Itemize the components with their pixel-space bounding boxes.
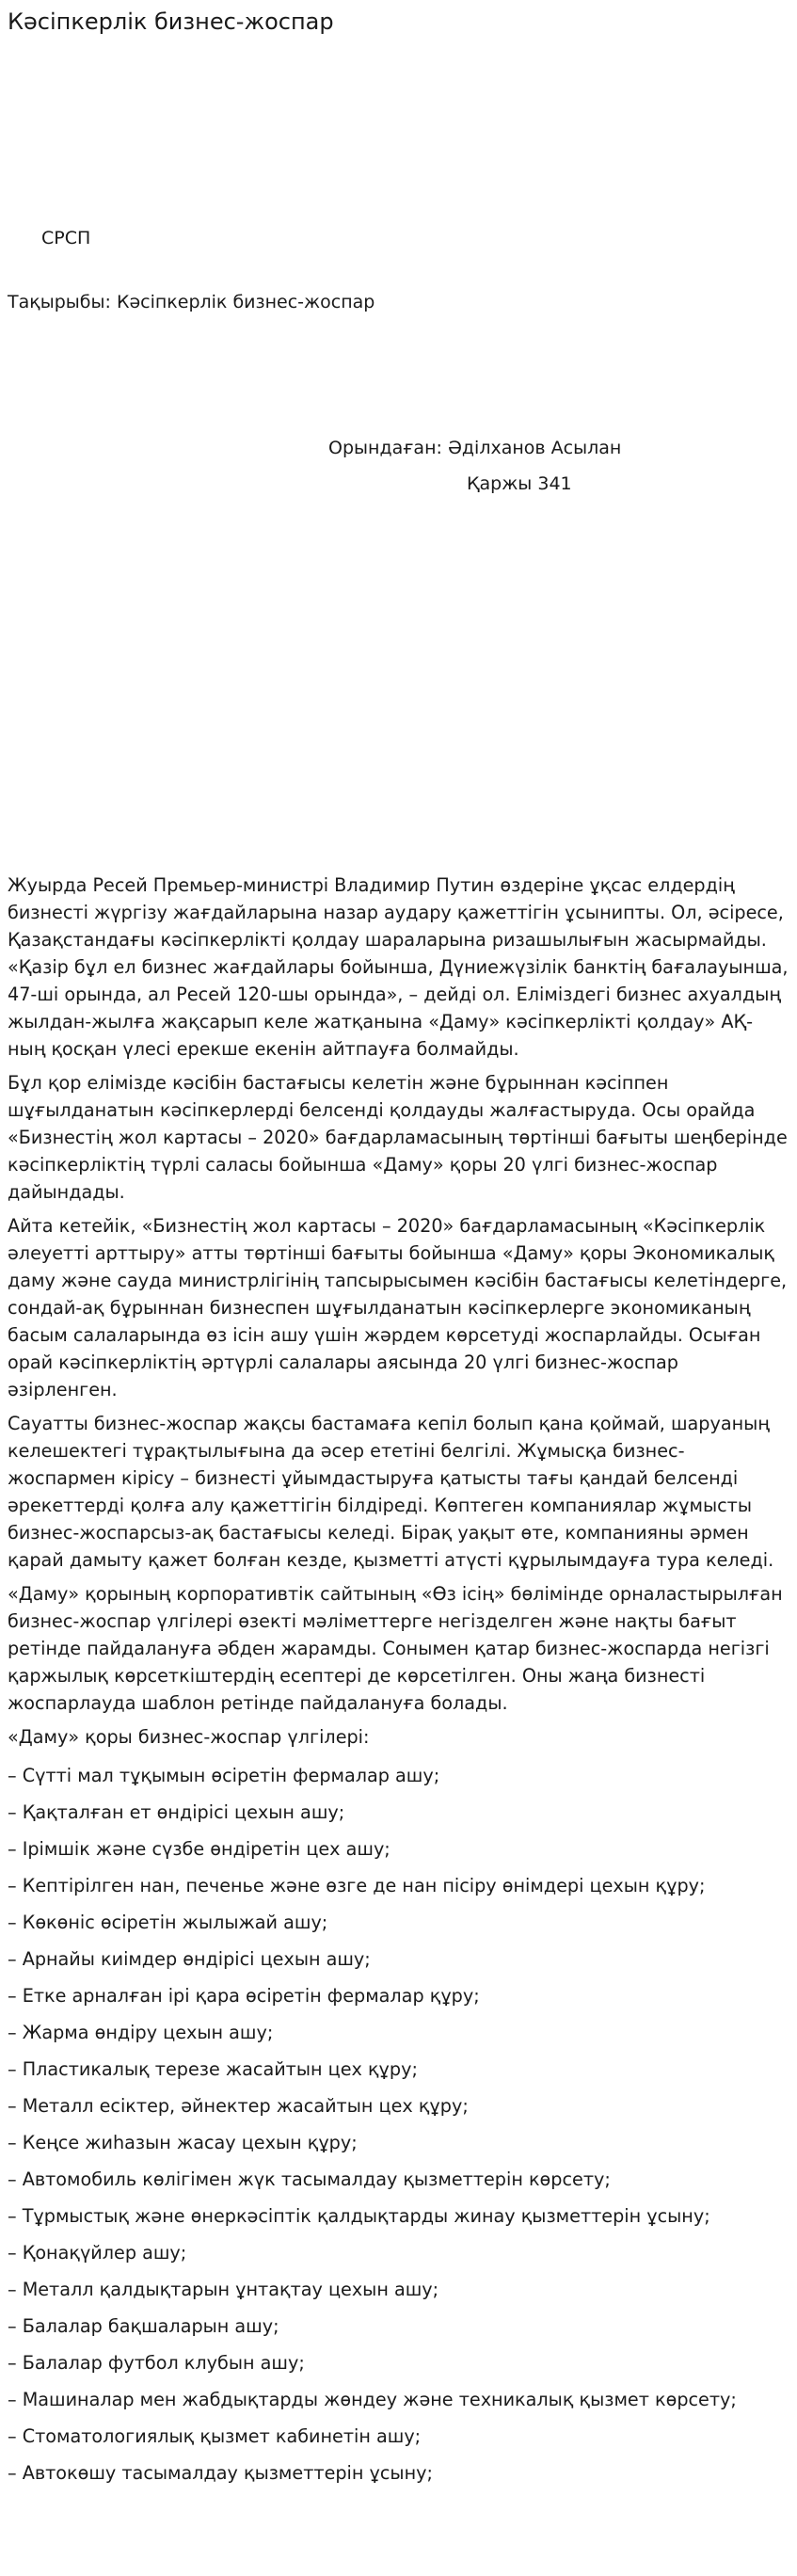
group-line: Қаржы 341 xyxy=(467,473,572,494)
paragraph: Жуырда Ресей Премьер-министрі Владимир Путин өздеріне ұқсас елдердің бизнесті жүргізу жағдайларына назар аудару қажеттігін ұсынипты. Ол, әсіресе, Қазақстандағы кәсіпкерлікті қолдау шараларына ризашылығын жасырмайды. «Қазір бұл ел бизнес жағдайлары бойынша, Дүниежүзілік банктің бағалауынша, 47-ші орында, ал Ресей 120-шы орында», – дейді ол. Еліміздегі бизнес ахуалдың жылдан-жылға жақсарып келе жатқанына «Даму» кәсіпкерлікті қолдау» АҚ-ның қосқан үлесі ерекше екенін айтпауға болмайды. xyxy=(8,874,789,1060)
list-item: – Балалар бақшаларын ашу; xyxy=(8,2315,279,2337)
paragraph: Сауатты бизнес-жоспар жақсы бастамаға кепіл болып қана қоймай, шаруаның келешектегі тұрақтылығына да әсер ететіні белгілі. Жұмысқа бизнес-жоспармен кірісу – бизнесті ұйымдастыруға қатысты тағы қандай белсенді әрекеттерді қолға алу қажеттігін білдіреді. Көптеген компаниялар жұмысты бизнес-жоспарсыз-ақ бастағысы келеді. Бірақ уақыт өте, компанияны әрмен қарай дамыту қажет болған кезде, қызметті атүсті құрылымдауға тура келеді. xyxy=(8,1413,774,1571)
author-line: Орындаған: Әділханов Асылан xyxy=(328,438,622,458)
list-item: – Сүтті мал тұқымын өсіретін фермалар ашу; xyxy=(8,1765,440,1786)
document-title: Кәсіпкерлік бизнес-жоспар xyxy=(8,8,334,35)
list-item: – Машиналар мен жабдықтарды жөндеу және техникалық қызмет көрсету; xyxy=(8,2389,737,2410)
list-item: – Кептірілген нан, печенье және өзге де нан пісіру өнімдері цехын құру; xyxy=(8,1875,706,1896)
list-item: – Металл есіктер, әйнектер жасайтын цех құру; xyxy=(8,2095,469,2117)
list-item: – Қақталған ет өндірісі цехын ашу; xyxy=(8,1801,345,1823)
document-body xyxy=(8,872,790,2491)
list-item: – Кеңсе жиһазын жасау цехын құру; xyxy=(8,2132,358,2153)
paragraph: Бұл қор елімізде кәсібін бастағысы келетін және бұрыннан кәсіппен шұғылданатын кәсіпкерлерді белсенді қолдауды жалғастыруда. Осы орайда «Бизнестің жол картасы – 2020» бағдарламасының төртінші бағыты шеңберінде кәсіпкерліктің түрлі саласы бойынша «Даму» қоры 20 үлгі бизнес-жоспар дайындады. xyxy=(8,1072,788,1203)
list-item: – Стоматологиялық қызмет кабинетін ашу; xyxy=(8,2425,422,2447)
list-item: – Көкөніс өсіретін жылыжай ашу; xyxy=(8,1912,328,1933)
business-plan-list xyxy=(8,1757,790,2491)
list-item: – Тұрмыстық және өнеркәсіптік қалдықтарды жинау қызметтерін ұсыну; xyxy=(8,2205,710,2227)
list-item: – Пластикалық терезе жасайтын цех құру; xyxy=(8,2058,418,2080)
list-item: – Қонақүйлер ашу; xyxy=(8,2242,187,2264)
topic-line: Тақырыбы: Кәсіпкерлік бизнес-жоспар xyxy=(8,292,375,312)
list-item: – Балалар футбол клубын ашу; xyxy=(8,2352,305,2374)
list-item: – Етке арналған ірі қара өсіретін фермалар құру; xyxy=(8,1985,480,2007)
paragraph: «Даму» қорының корпоративтік сайтының «Өз ісің» бөлімінде орналастырылған бизнес-жоспар үлгілері өзекті мәліметтерге негізделген және нақты бағыт ретінде пайдалануға әбден жарамды. Сонымен қатар бизнес-жоспарда негізгі қаржылық көрсеткіштердің есептері де көрсетілген. Оны жаңа бизнесті жоспарлауда шаблон ретінде пайдалануға болады. xyxy=(8,1583,783,1714)
list-item: – Автомобиль көлігімен жүк тасымалдау қызметтерін көрсету; xyxy=(8,2168,611,2190)
list-item: – Арнайы киімдер өндірісі цехын ашу; xyxy=(8,1948,371,1970)
organization-label: СРСП xyxy=(41,228,91,248)
list-item: – Жарма өндіру цехын ашу; xyxy=(8,2022,274,2043)
list-item: – Металл қалдықтарын ұнтақтау цехын ашу; xyxy=(8,2279,439,2300)
paragraph: Айта кетейік, «Бизнестің жол картасы – 2020» бағдарламасының «Кәсіпкерлік әлеуетті арттыру» атты төртінші бағыты бойынша «Даму» қоры Экономикалық даму және сауда министрлігінің тапсырысымен кәсібін бастағысы келетіндерге, сондай-ақ бұрыннан бизнеспен шұғылданатын кәсіпкерлерге экономиканың басым салаларында өз ісін ашу үшін жәрдем көрсетуді жоспарлайды. Осыған орай кәсіпкерліктің әртүрлі салалары аясында 20 үлгі бизнес-жоспар әзірленген. xyxy=(8,1215,788,1400)
list-item: – Автокөшу тасымалдау қызметтерін ұсыну; xyxy=(8,2462,433,2484)
list-item: – Ірімшік және сүзбе өндіретін цех ашу; xyxy=(8,1838,391,1860)
list-intro: «Даму» қоры бизнес-жоспар үлгілері: xyxy=(8,1726,370,1748)
